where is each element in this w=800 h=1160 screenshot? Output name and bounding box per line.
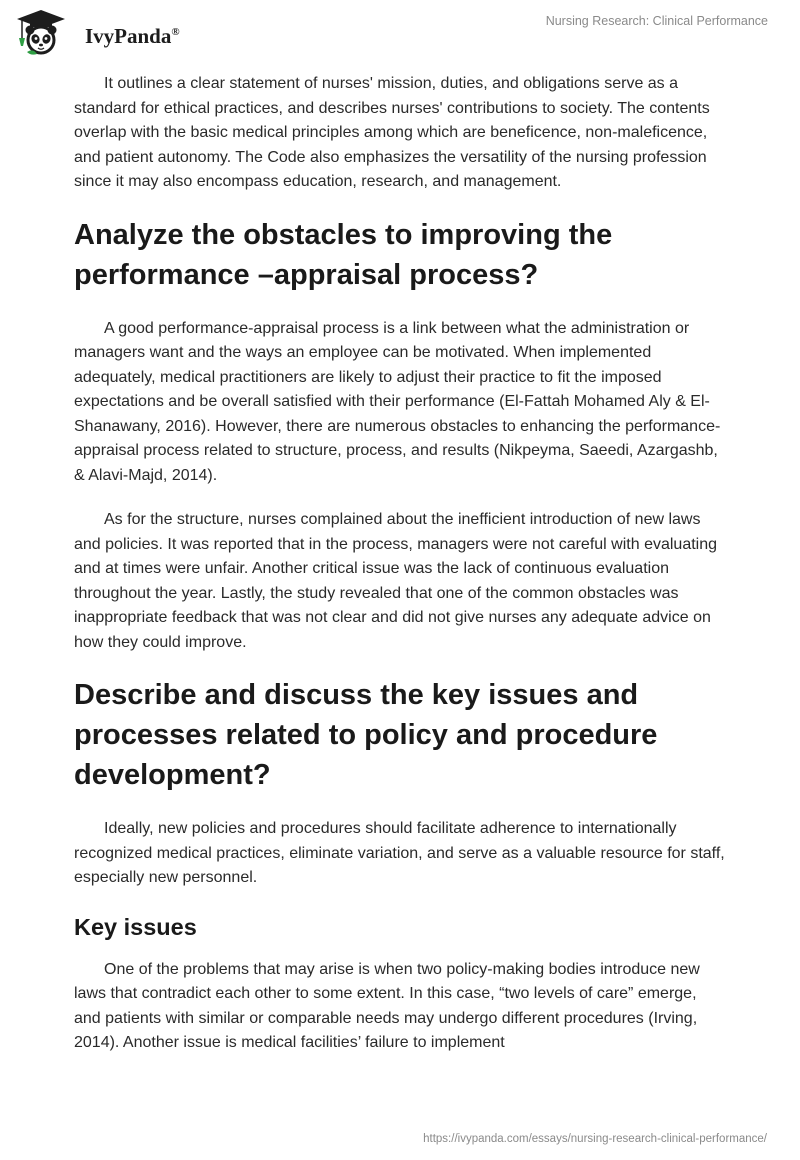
paragraph-policy-ideal: Ideally, new policies and procedures should facilitate adherence to internationally recognized medical practices, eliminate variation, and serve as a valuable resource for staff, especially new personnel. <box>74 820 725 886</box>
essay-content <box>74 72 726 1076</box>
heading-appraisal-obstacles: Analyze the obstacles to improving the performance –appraisal process? <box>74 218 613 291</box>
document-title: Nursing Research: Clinical Performance <box>545 14 768 28</box>
subheading-key-issues: Key issues <box>74 913 197 940</box>
source-url[interactable]: https://ivypanda.com/essays/nursing-research-clinical-performance/ <box>423 1133 767 1145</box>
brand-name: IvyPanda® <box>85 24 180 48</box>
page-header <box>0 0 800 66</box>
paragraph-code-of-ethics: It outlines a clear statement of nurses' mission, duties, and obligations serve as a standard for ethical practices, and describes nurses' contributions to society. The contents overlap with the basic medical principles among which are beneficence, non-maleficence, and patient autonomy. The Code also emphasizes the versatility of the nursing profession since it may also encompass education, research, and management. <box>74 75 710 190</box>
heading-policy-development: Describe and discuss the key issues and processes related to policy and procedure development? <box>74 679 658 791</box>
panda-graduate-icon <box>13 8 69 58</box>
paragraph-appraisal-link: A good performance-appraisal process is a link between what the administration or managers want and the ways an employee can be motivated. When implemented adequately, medical practitioners are likely to adjust their practice to fit the imposed expectations and be overall satisfied with their performance (El-Fattah Mohamed Aly & El-Shanawany, 2016). However, there are numerous obstacles to enhancing the performance-appraisal process related to structure, process, and results (Nikpeyma, Saeedi, Azargashb, & Alavi-Majd, 2014). <box>74 319 721 484</box>
brand-logo[interactable] <box>13 8 213 58</box>
paragraph-structure-obstacles: As for the structure, nurses complained about the inefficient introduction of new laws and policies. It was reported that in the process, managers were not careful with evaluating and at times were unfair. Another critical issue was the lack of continuous evaluation throughout the year. Lastly, the study revealed that one of the common obstacles was inappropriate feedback that was not clear and did not give nurses any adequate advice on how they could improve. <box>74 511 718 651</box>
paragraph-key-issues: One of the problems that may arise is when two policy-making bodies introduce new laws that contradict each other to some extent. In this case, “two levels of care” emerge, and patients with similar or comparable needs may undergo different procedures (Irving, 2014). Another issue is medical facilities’ failure to implement <box>74 960 700 1051</box>
